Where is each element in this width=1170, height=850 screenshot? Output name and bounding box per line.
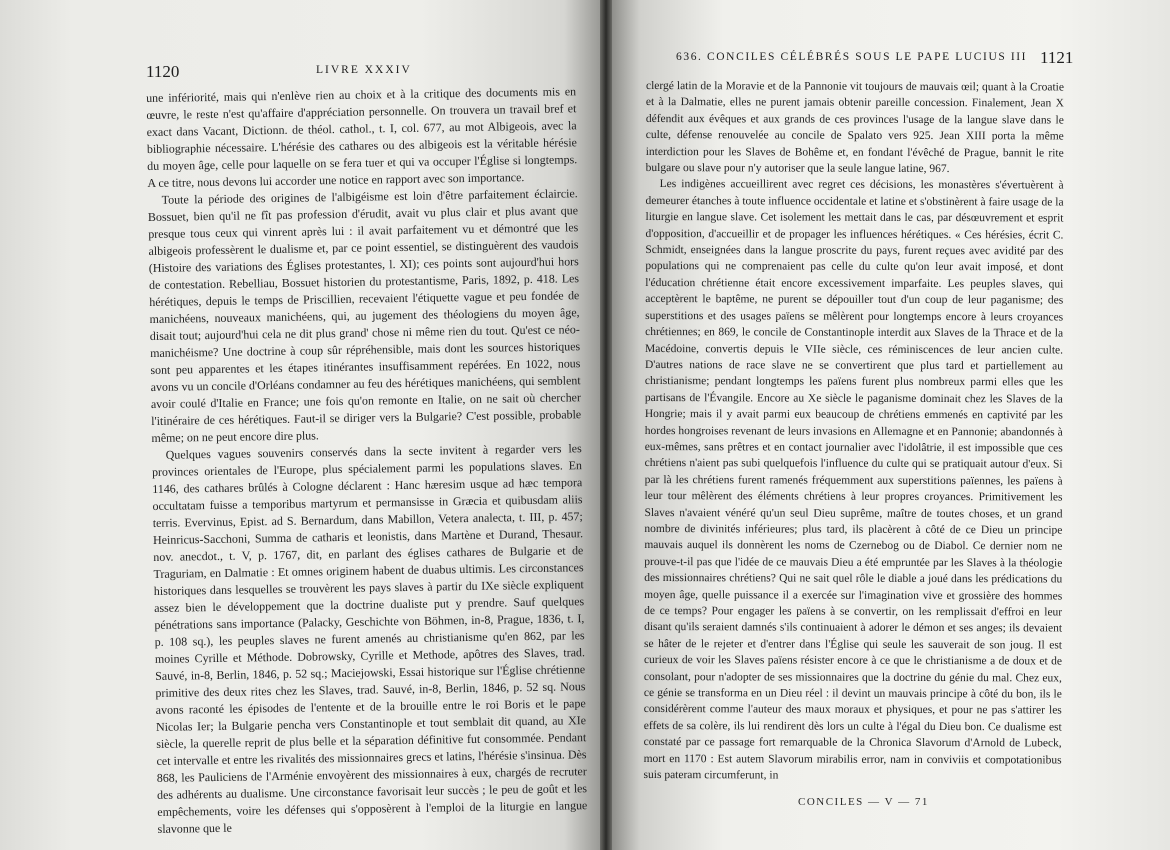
left-page-number: 1120	[146, 62, 180, 81]
right-running-head: 636. CONCILES CÉLÉBRÉS SOUS LE PAPE LUCIUS III	[676, 51, 1028, 63]
right-paragraph-1: clergé latin de la Moravie et de la Pannonie vit toujours de mauvais œil; quant à la Croatie et à la Dalmatie, elles ne purent jamais obtenir pareille concession. Finalement, Jean X défendit aux évêques et aux grands de ces provinces l'usage de la langue slave dans le culte, défense renouvelée au concile de Spalato vers 925. Jean XIII porta la même interdiction pour les Slaves de Bohême et, en fondant l'évêché de Prague, bannit le rite bulgare ou slave pour n'y autoriser que la seule langue latine, 967.	[645, 79, 1064, 176]
signature-footer: CONCILES — V — 71	[798, 796, 929, 808]
right-page	[612, 0, 1170, 850]
left-running-head: LIVRE XXXIV	[316, 64, 412, 76]
right-paragraph-2: Les indigènes accueillirent avec regret ces décisions, les monastères s'évertuèrent à demeurer étanches à toute influence occidentale et latine et s'obstinèrent à faire usage de la liturgie en langue slave. Cet isolement les mettait dans le cas, par désœuvrement et esprit d'opposition, d'accueillir et de propager les influences hérétiques. « Ces hérésies, écrit C. Schmidt, enseignées dans la langue proscrite du pays, furent reçues avec avidité par des populations qui ne comprenaient pas celle du culte qu'on leur avait imposé, et dont l'éducation chrétienne était encore excessivement imparfaite. Les peuples slaves, qui acceptèrent le baptême, ne purent se dépouiller tout d'un coup de leur paganisme; des superstitions et des usages païens se mêlèrent pour longtemps encore à leurs croyances chrétiennes; en 869, le concile de Constantinople interdit aux Slaves de la Thrace et de la Macédoine, convertis depuis le VIIe siècle, ces réminiscences de leur ancien culte. D'autres nations de race slave ne se convertirent que plus tard et partiellement au christianisme; pendant longtemps les païens furent plus nombreux parmi elles que les partisans de l'Évangile. Encore au Xe siècle le paganisme dominait chez les Slaves de la Hongrie; mais il y avait parmi eux beaucoup de chrétiens emmenés en captivité par les hordes hongroises revenant de leurs invasions en Allemagne et en Pannonie; abandonnés à eux-mêmes, sans prêtres et en contact journalier avec l'idolâtrie, il est impossible que ces chrétiens n'aient pas subi quelquefois l'influence du culte qui se pratiquait autour d'eux. Si par là les chrétiens furent ramenés fréquemment aux superstitions païennes, les païens à leur tour mêlèrent des éléments chrétiens à leur propres croyances. Primitivement les Slaves n'avaient vénéré qu'un seul Dieu suprême, maître de toutes choses, et un grand nombre de divinités inférieures; plus tard, ils placèrent à côté de ce Dieu un principe mauvais auquel ils donnèrent les noms de Czernebog ou de Diabol. Ce dernier nom ne prouve-t-il pas que l'idée de ce mauvais Dieu a été empruntée par les Slaves à la théologie des missionnaires chrétiens? Qui ne sait quel rôle le diable a joué dans les prédications du moyen âge, quelle puissance il a exercée sur l'imagination vive et grossière des hommes de ce temps? Pour engager les païens à se convertir, on les remplissait d'effroi en leur disant qu'ils seraient damnés s'ils continuaient à adorer le démon et ses anges; ils devaient se hâter de le rejeter et d'entrer dans l'Église qui seule les sauverait de son joug. Il est curieux de voir les Slaves païens résister encore à ce que le christianisme a de doux et de consolant, pour n'adopter de ses missionnaires que la doctrine du génie du mal. Chez eux, ce génie se transforma en un Dieu réel : il devint un mauvais principe à côté du bon, ils le considérèrent comme l'auteur des maux moraux et physiques, et pour ne pas s'attirer les effets de sa colère, ils lui rendirent dès lors un culte à l'égal du Dieu bon. Ce dualisme est constaté par ce passage fort remarquable de la Chronica Slavorum d'Arnold de Lubeck, mort en 1170 : Est autem Slavorum mirabilis error, nam in conviviis et compotationibus suis pateram circumferunt, in	[643, 178, 1064, 782]
left-paragraph-2: Toute la période des origines de l'albigéisme est loin d'être parfaitement éclaircie. Bossuet, bien qu'il ne fît pas profession d'érudit, avait vu plus clair et plus avant que presque tous ceux qui vinrent après lui : il avait parfaitement vu et démontré que les albigeois professèrent le dualisme et, par ce point essentiel, se distinguèrent des vaudois (Histoire des variations des Églises protestantes, l. XI); ces points sont aujourd'hui hors de contestation. Rebelliau, Bossuet historien du protestantisme, Paris, 1892, p. 418. Les hérétiques, depuis le temps de Priscillien, recevaient l'étiquette vague et peu fondée de manichéens, nouveaux manichéens, qui, au jugement des théologiens du moyen âge, disait tout; aujourd'hui cela ne dit plus grand' chose ni même rien du tout. Qu'est ce néo-manichéisme? Une doctrine à coup sûr répréhensible, mais dont les sources historiques sont peu apparentes et les étapes itinérantes insuffisamment repérées. En 1022, nous avons vu un concile d'Orléans condamner au feu des hérétiques manichéens, qui semblent avoir coulé d'Italie en France; une fois qu'on remonte en Italie, on ne sait où chercher l'itinéraire de ces hérétiques. Faut-il se diriger vers la Bulgarie? C'est possible, probable même; on ne peut encore dire plus.	[147, 186, 582, 445]
left-paragraph-1: une infériorité, mais qui n'enlève rien au choix et à la critique des documents mis en œuvre, le reste n'est qu'affaire d'appréciation personnelle. On trouvera un travail bref et exact dans Vacant, Dictionn. de théol. cathol., t. I, col. 677, au mot Albigeois, avec la bibliographie nécessaire. L'hérésie des cathares ou des albigeois est la véritable hérésie du moyen âge, celle pour laquelle on se fera tuer et qui va occuper l'Église si longtemps. A ce titre, nous devons lui accorder une notice en rapport avec son importance.	[146, 84, 578, 190]
left-paragraph-3: Quelques vagues souvenirs conservés dans la secte invitent à regarder vers les provinces orientales de l'Europe, plus spécialement parmi les populations slaves. En 1146, des cathares brûlés à Cologne déclarent : Hanc hæresim usque ad hæc tempora occultatam fuisse a temporibus martyrum et permansisse in Græcia et quibusdam aliis terris. Evervinus, Epist. ad S. Bernardum, dans Mabillon, Vetera analecta, t. III, p. 457; Heinricus-Sacchoni, Summa de catharis et leonistis, dans Martène et Durand, Thesaur. nov. anecdot., t. V, p. 1767, dit, en parlant des églises cathares de Bulgarie et de Traguriam, en Dalmatie : Et omnes originem habent de duabus ultimis. Les circonstances historiques dans lesquelles se trouvèrent les pays slaves à partir du IXe siècle expliquent assez bien le développement que la doctrine dualiste put y prendre. Sauf quelques pénétrations sans importance (Palacky, Geschichte von Böhmen, in-8, Prague, 1836, t. I, p. 108 sq.), les peuples slaves ne furent amenés au christianisme qu'en 862, par les moines Cyrille et Méthode. Dobrowsky, Cyrille et Methode, apôtres des Slaves, trad. Sauvé, in-8, Berlin, 1846, p. 52 sq.; Maciejowski, Essai historique sur l'Église chrétienne primitive des deux rites chez les Slaves, trad. Sauvé, in-8, Berlin, 1846, p. 52 sq. Nous avons raconté les épisodes de l'entente et de la brouille entre le roi Boris et le pape Nicolas Ier; la Bulgarie pencha vers Constantinople et tout semblait dit quand, au XIe siècle, la querelle reprit de plus belle et la séparation définitive fut consommée. Pendant cet intervalle et entre les rivalités des missionnaires grecs et latins, l'hérésie s'insinua. Dès 868, les Pauliciens de l'Arménie envoyèrent des missionnaires à eux, chargés de recruter des adhérents au dualisme. Une circonstance favorisait leur succès ; le peu de goût et les empêchements, voire les défenses qui s'opposèrent à l'emploi de la liturgie en langue slavonne que le	[151, 441, 588, 836]
book-gutter	[600, 0, 612, 850]
right-page-number: 1121	[1040, 48, 1074, 67]
right-page-text	[644, 78, 1064, 785]
left-page-text	[146, 83, 588, 838]
